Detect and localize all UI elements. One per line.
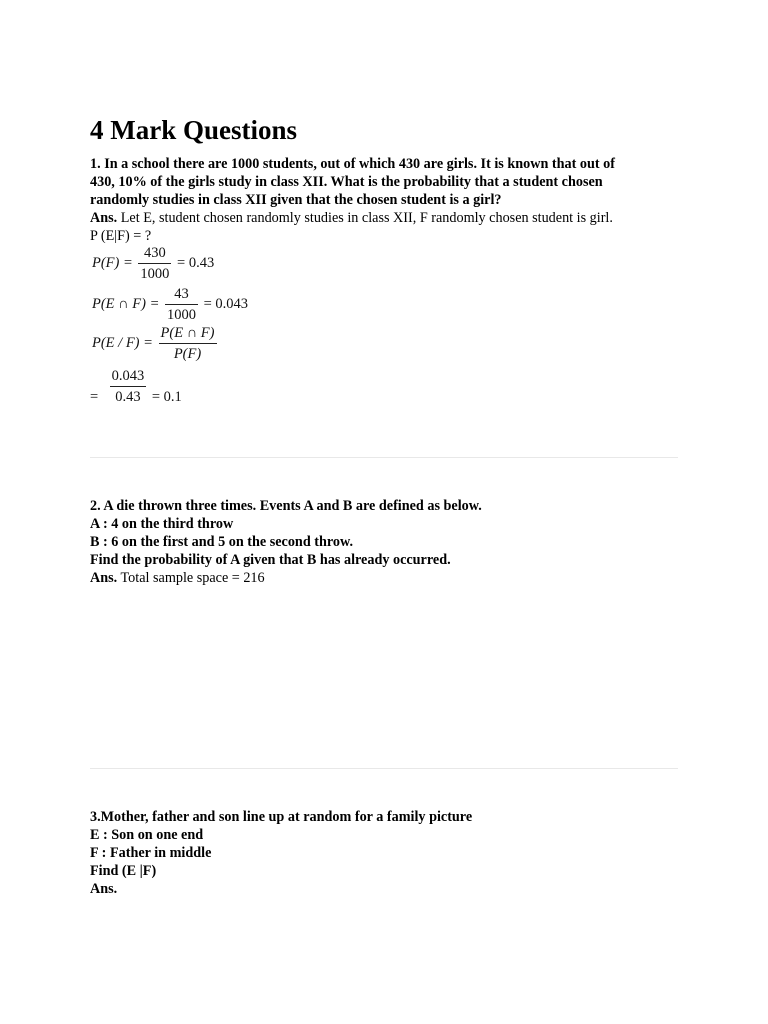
q2-answer-label: Ans. [90,570,118,586]
eq2-denominator: 1000 [167,307,196,323]
q1-text-line-2: 430, 10% of the girls study in class XII. What is the probability that a student chosen [90,174,603,190]
q2-text-line-1: 2. A die thrown three times. Events A and B are defined as below. [90,498,482,514]
eq1-denominator: 1000 [140,266,170,282]
q2-text-line-3: B : 6 on the first and 5 on the second throw. [90,534,354,550]
eq4-denominator: 0.43 [115,389,141,405]
page-title: 4 Mark Questions [90,115,298,145]
q3-text-line-4: Find (E |F) [90,863,157,879]
q3-text-line-3: F : Father in middle [90,845,212,861]
q1-answer-label: Ans. [90,210,118,226]
q1-answer-text: Let E, student chosen randomly studies in class XII, F randomly chosen student is girl. [117,210,613,226]
eq4-lhs: = [90,389,99,405]
q2-text-line-4: Find the probability of A given that B has already occurred. [90,552,451,568]
eq4-rhs: = 0.1 [151,389,182,405]
eq1-rhs: = 0.43 [177,254,215,271]
eq3-denominator: P(F) [173,346,202,362]
eq3-numerator: P(E ∩ F) [159,324,217,344]
eq2-rhs: = 0.043 [203,295,249,312]
q2-answer-text: Total sample space = 216 [117,570,265,586]
eq3-fraction [159,324,217,363]
q3-text-line-2: E : Son on one end [90,827,204,843]
q1-equation-4 [90,367,182,406]
q1-equation-3 [92,324,219,363]
eq2-numerator: 43 [165,285,198,305]
q3-text-line-1: 3.Mother, father and son line up at random for a family picture [90,809,473,825]
q1-answer [90,209,613,227]
eq1-numerator: 430 [138,244,171,264]
q3-answer-label: Ans. [90,881,118,897]
section-divider-2 [90,768,678,769]
eq4-numerator: 0.043 [110,367,147,387]
section-divider-1 [90,457,678,458]
eq2-fraction [165,285,198,324]
q1-pef-line: P (E|F) = ? [90,228,152,244]
q2-text-line-2: A : 4 on the third throw [90,516,234,532]
eq1-lhs: P(F) = [92,254,133,271]
q1-text-line-1: 1. In a school there are 1000 students, out of which 430 are girls. It is known that out of [90,156,615,172]
eq4-fraction [110,367,147,406]
q2-answer [90,569,265,587]
eq1-fraction [138,244,171,283]
q1-text-line-3: randomly studies in class XII given that the chosen student is a girl? [90,192,502,208]
eq3-lhs: P(E / F) = [92,334,153,351]
q1-equation-2 [92,285,248,324]
q1-equation-1 [92,244,214,283]
eq2-lhs: P(E ∩ F) = [92,295,160,312]
